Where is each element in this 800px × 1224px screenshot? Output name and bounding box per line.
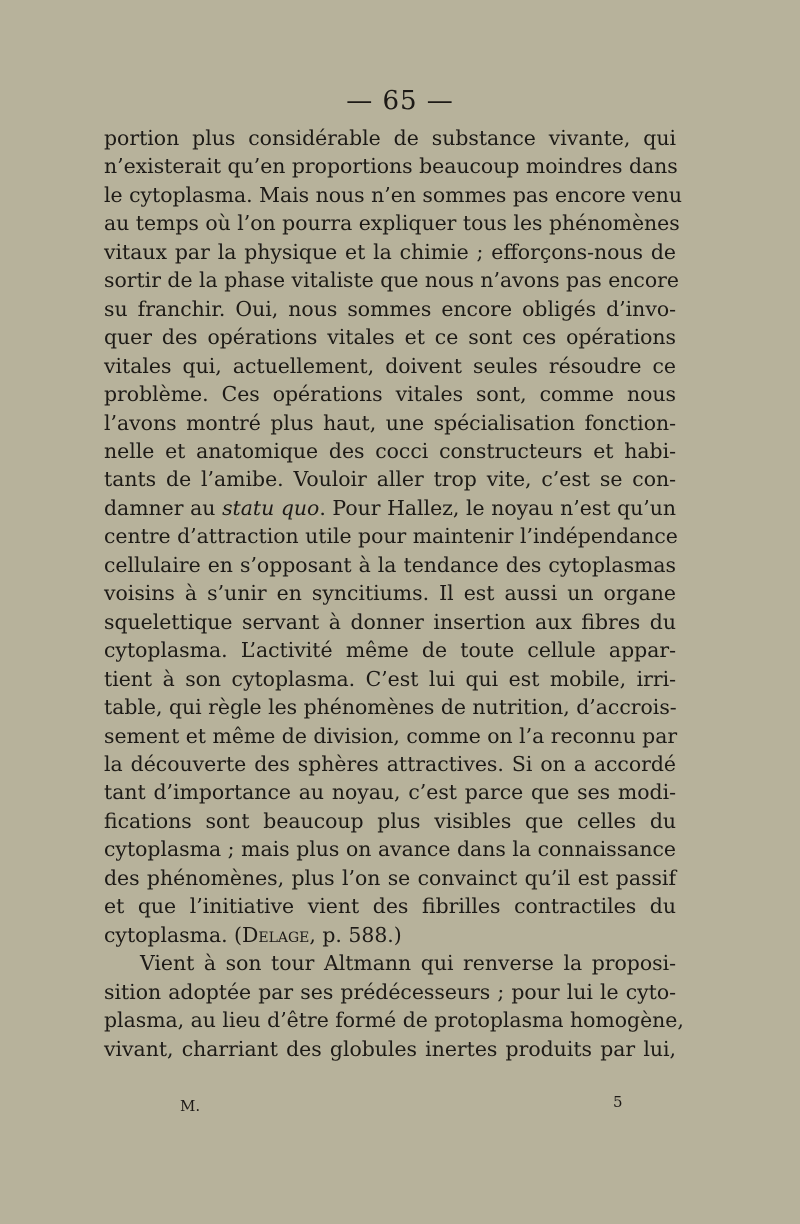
text-line: au temps où l’on pourra expliquer tous les phénomènes xyxy=(104,211,680,236)
text-line: quer des opérations vitales et ce sont ces opérations xyxy=(104,325,676,350)
text-line: tant d’importance au noyau, c’est parce que ses modi- xyxy=(104,780,676,805)
italic-term: statu quo xyxy=(222,495,320,520)
text-line: et que l’initiative vient des fibrilles contractiles du xyxy=(104,894,676,919)
text-line: le cytoplasma. Mais nous n’en sommes pas encore venu xyxy=(104,182,683,207)
signature-number: 5 xyxy=(613,1093,623,1111)
text-line: su franchir. Oui, nous sommes encore obligés d’invo- xyxy=(104,296,676,321)
text-line: sortir de la phase vitaliste que nous n’avons pas encore xyxy=(104,268,679,293)
text-line: cytoplasma ; mais plus on avance dans la connaissance xyxy=(104,837,676,862)
text-line: la découverte des sphères attractives. Si on a accordé xyxy=(104,751,676,776)
text-line: tient à son cytoplasma. C’est lui qui est mobile, irri- xyxy=(104,666,676,691)
body-text xyxy=(104,124,684,1063)
text-line: cellulaire en s’opposant à la tendance des cytoplasmas xyxy=(104,552,676,577)
citation-author: Delage xyxy=(242,922,310,947)
signature-mark: M. xyxy=(180,1097,201,1115)
text-segment: cytoplasma. ( xyxy=(104,922,243,947)
text-segment: , p. 588.) xyxy=(309,922,402,947)
text-line: tants de l’amibe. Vouloir aller trop vite, c’est se con- xyxy=(104,467,676,492)
text-line: portion plus considérable de substance vivante, qui xyxy=(104,126,676,150)
text-line: table, qui règle les phénomènes de nutrition, d’accrois- xyxy=(104,695,677,720)
text-line-statu-quo xyxy=(104,494,676,522)
text-line: l’avons montré plus haut, une spécialisation fonction- xyxy=(104,410,676,435)
page-number: — 65 — xyxy=(346,86,454,116)
text-line: sement et même de division, comme on l’a reconnu par xyxy=(104,723,678,748)
text-segment: damner au xyxy=(104,495,223,520)
text-line: centre d’attraction utile pour maintenir l’indépendance xyxy=(104,524,678,549)
text-line: nelle et anatomique des cocci constructeurs et habi- xyxy=(104,438,676,463)
text-line: squelettique servant à donner insertion aux fibres du xyxy=(104,609,676,634)
text-line: fications sont beaucoup plus visibles que celles du xyxy=(104,808,676,833)
text-line: problème. Ces opérations vitales sont, comme nous xyxy=(104,382,676,407)
paragraph-start-line: Vient à son tour Altmann qui renverse la proposi- xyxy=(140,951,676,976)
text-line: cytoplasma. L’activité même de toute cellule appar- xyxy=(104,638,676,663)
text-line: n’existerait qu’en proportions beaucoup moindres dans xyxy=(104,154,678,179)
text-line: sition adoptée par ses prédécesseurs ; pour lui le cyto- xyxy=(104,979,676,1004)
text-line: voisins à s’unir en syncitiums. Il est aussi un organe xyxy=(104,581,676,606)
text-line: vitaux par la physique et la chimie ; efforçons-nous de xyxy=(104,239,676,264)
text-line: vivant, charriant des globules inertes produits par lui, xyxy=(104,1036,676,1061)
text-line: vitales qui, actuellement, doivent seules résoudre ce xyxy=(104,353,676,378)
text-segment: . Pour Hallez, le noyau n’est qu’un xyxy=(319,495,676,520)
page-footer xyxy=(0,1093,800,1121)
text-line: plasma, au lieu d’être formé de protoplasma homogène, xyxy=(104,1008,684,1033)
citation-line xyxy=(104,921,676,949)
text-line: des phénomènes, plus l’on se convainct qu’il est passif xyxy=(104,865,676,890)
